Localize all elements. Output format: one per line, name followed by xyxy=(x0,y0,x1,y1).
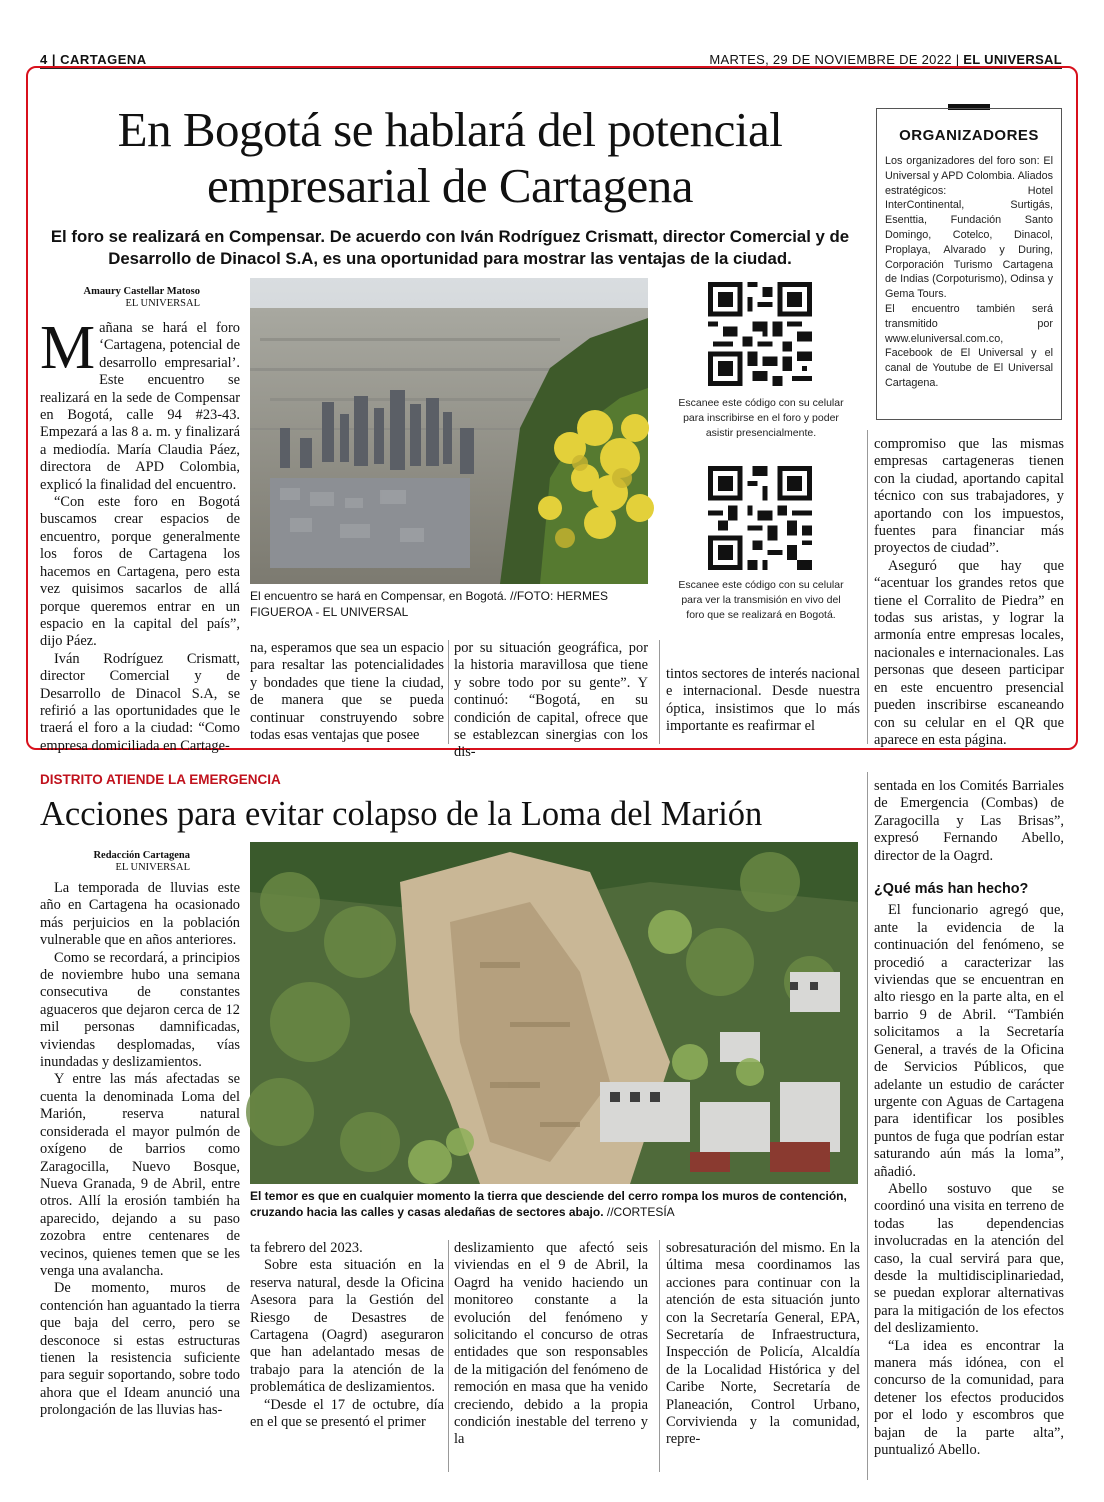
sidebar-body xyxy=(877,144,1061,391)
article1-column-4: tintos sectores de interés nacional e internacional. Desde nuestra óptica, insistimos que lo más importante es reafirmar el xyxy=(666,666,860,735)
qr-code-register-icon[interactable] xyxy=(708,282,812,386)
sidebar-para-2: El encuentro también será transmitido por www.eluniversal.com.co, Facebook de El Universal y el canal de Youtube de El Universal Cartagena. xyxy=(885,302,1053,389)
landslide-photo xyxy=(250,842,858,1184)
article1-column-2: na, esperamos que sea un espacio para resaltar las potencialidades y bondades que tiene la ciudad, de manera que se pueda continuar construyendo sobre todas esas ventajas que posee xyxy=(250,640,444,744)
page-number: 4 xyxy=(40,52,48,67)
sidebar-title: ORGANIZADORES xyxy=(899,127,1039,144)
article1-headline: En Bogotá se hablará del potencial empresarial de Cartagena xyxy=(117,102,783,213)
page-header-left: 4 | CARTAGENA xyxy=(40,52,147,67)
article2-col5-p3: “La idea es encontrar la manera más idónea, con el concurso de la comunidad, para detener los efectos producidos por el lodo y escombros que bajan de la parte alta”, puntualizó Abello. xyxy=(874,1337,1064,1459)
column-rule xyxy=(659,640,660,744)
landslide-photo-caption xyxy=(250,1188,858,1220)
article1-deck: El foro se realizará en Compensar. De acuerdo con Iván Rodríguez Crismatt, director Comercial y de Desarrollo de Dinacol S.A, es una oportunidad para mostrar las ventajas de la ciudad. xyxy=(50,227,850,268)
article1-author-org: EL UNIVERSAL xyxy=(125,298,200,309)
article1-col1-p1: añana se hará el foro ‘Cartagena, potencial de desarrollo empresarial’. Este encuentro se realizará en la sede de Compensar en Bogotá, calle 94 #23-43. Empezará a las 8 a. m. y finalizará a mediodía. María Claudia Páez, directora de APD Colombia, explicó la finalidad del encuentro. xyxy=(40,320,240,493)
bogota-photo-credit: //FOTO: HERMES FIGUEROA - EL UNIVERSAL xyxy=(250,589,608,619)
article1-byline xyxy=(40,286,200,310)
article2-byline xyxy=(40,850,190,874)
qr1-caption: Escanee este código con su celular para inscribirse en el foro y poder asistir presencialmente. xyxy=(678,397,844,439)
sidebar-para-1: Los organizadores del foro son: El Universal y APD Colombia. Aliados estratégicos: Hotel InterContinental, Surtigás, Esenttia, Fundación Santo Domingo, Cotelco, Dinacol, Proplaya, Alvarado y During, Corporación Turismo Cartagena de Indias (Corpoturismo), Odinsa y Gema Tours. xyxy=(885,155,1053,301)
column-rule xyxy=(867,772,868,1480)
article2-headline: Acciones para evitar colapso de la Loma del Marión xyxy=(40,795,763,833)
landslide-photo-credit: //CORTESÍA xyxy=(603,1205,675,1219)
article1-column-1 xyxy=(40,314,240,754)
article2-col1-p2: Como se recordará, a principios de noviembre hubo una semana consecutiva de constantes aguaceros que dejaron cerca de 12 mil personas damnificadas, viviendas desplomadas, vías inundadas y deslizamientos. xyxy=(40,949,240,1071)
bogota-city-illustration xyxy=(250,278,648,584)
article2-column-5 xyxy=(874,778,1064,1482)
article2-column-3: deslizamiento que afectó seis viviendas en el 9 de Abril, la Oagrd ha venido haciendo un monitoreo constante a la evolución del fenómeno y solicitando el concurso de otras entidades que son responsables de la mitigación del fenómeno de remoción en masa que ha venido creciendo, debido a la propia condición inestable del terreno y la xyxy=(454,1240,648,1448)
article1-col1-p2: “Con este foro en Bogotá buscamos crear espacios de encuentro, porque generalmente los foros de Cartagena los hacemos en Cartagena, pero esta vez quisimos sacarlos de allá porque queremos entrar en un espacio en la capital del país”, dijo Páez. xyxy=(40,494,240,650)
bogota-photo-caption xyxy=(250,588,648,620)
bogota-photo xyxy=(250,278,648,584)
article2-col1-p4: De momento, muros de contención han aguantado la tierra que baja del cerro, pero se desconoce si estas estructuras tienen la resistencia suficiente para seguir soportando, sobre todo ahora que el Ideam anunció una prolongación de las lluvias has- xyxy=(40,1280,240,1419)
article1-col5-p1: compromiso que las mismas empresas cartageneras tienen con la ciudad, aportando capital técnico con sus trabajadores, y aportando con los impuestos, fuentes para financiar más proyectos de ciudad”. xyxy=(874,436,1064,557)
issue-date: MARTES, 29 DE NOVIEMBRE DE 2022 xyxy=(709,52,952,67)
article2-col5-top: sentada en los Comités Barriales de Emergencia (Combas) de Zaragocilla y Las Brisas”, expresó Fernando Abello, director de la Oagrd. xyxy=(874,778,1064,864)
qr2-caption: Escanee este código con su celular para ver la transmisión en vivo del foro que se realizará en Bogotá. xyxy=(678,579,844,621)
article2-subhead: ¿Qué más han hecho? xyxy=(874,881,1029,898)
bogota-caption-text: El encuentro se hará en Compensar, en Bogotá. xyxy=(250,589,507,603)
landslide-caption-text: El temor es que en cualquier momento la tierra que desciende del cerro rompa los muros de contención, cruzando hacia las calles y casas aledañas de sectores abajo. xyxy=(250,1189,847,1219)
column-rule xyxy=(659,1240,660,1472)
column-rule xyxy=(448,640,449,744)
section-name: CARTAGENA xyxy=(60,52,147,67)
article1-col5-p2: Aseguró que hay que “acentuar los grandes retos que tiene el Corralito de Piedra” en todas sus aristas, y lograr la armonía entre empresas locales, nacionales e internacionales. Las personas que deseen participar en este encuentro presencial pueden inscribirse escaneando con su celular en el QR que aparece en esta página. xyxy=(874,557,1064,748)
article2-col5-p2: Abello sostuvo que se coordinó una visita en terreno de todas las dependencias involucradas en la atención del caso, la cual servirá para que, desde la multidisciplinariedad, se puedan explorar alternativas para la mitigación de los efectos del deslizamiento. xyxy=(874,1180,1064,1337)
article1-author: Amaury Castellar Matoso xyxy=(83,286,200,297)
article1-column-5 xyxy=(874,436,1064,749)
article2-column-4: sobresaturación del mismo. En la última mesa coordinamos las acciones para continuar con la atención de esta situación junto con la Secretaría General, EPA, Secretaría de Infraestructura, Inspección de Policía, Alcaldía de la Localidad Histórica y del Caribe Norte, Secretaría de Planeación, Control Urbano, Corvivienda y la comunidad, repre- xyxy=(666,1240,860,1448)
article2-col2-p2: Sobre esta situación en la reserva natural, desde la Oficina Asesora para la Gestión del Riesgo de Desastres de Cartagena (Oagrd) aseguraron que han adelantado mesas de trabajo para la atención de la problemática de deslizamientos. xyxy=(250,1257,444,1396)
article1-dropcap: M xyxy=(40,314,96,382)
article2-kicker: DISTRITO ATIENDE LA EMERGENCIA xyxy=(40,772,281,787)
article2-column-2 xyxy=(250,1240,444,1431)
column-rule xyxy=(867,430,868,744)
article2-col5-p1: El funcionario agregó que, ante la evidencia de la continuación del fenómeno, se procedió a caracterizar las viviendas que se encuentran en alto riesgo en la parte alta, en el barrio 9 de Abril. “También solicitamos a la Secretaría General, a través de la Oficina de Servicios Públicos, que adelante un estudio de carácter urgente con Aguas de Cartagena para identificar los posibles puntos de fuga que podrían estar saturando aún más la loma”, añadió. xyxy=(874,902,1064,1180)
article2-col2-p3: “Desde el 17 de octubre, día en el que se presentó el primer xyxy=(250,1396,444,1431)
newspaper-name: EL UNIVERSAL xyxy=(963,52,1062,67)
article2-col2-p1: ta febrero del 2023. xyxy=(250,1240,363,1256)
article1-column-3: por su situación geográfica, por la historia maravillosa que tiene y sobre todo por su gente”. Y continuó: “Bogotá, en su condición de capital, ofrece que se establezcan sinergias con los dis- xyxy=(454,640,648,761)
loma-marion-illustration xyxy=(250,842,858,1184)
article1-col1-p3: Iván Rodríguez Crismatt, director Comercial y de Desarrollo de Dinacol S.A, se refirió a las oportunidades que le traerá el foro a la ciudad: “Como empresa domiciliada en Cartage- xyxy=(40,650,240,754)
article2-author: Redacción Cartagena xyxy=(93,850,190,861)
article2-author-org: EL UNIVERSAL xyxy=(115,862,190,873)
organizers-sidebar xyxy=(876,108,1062,420)
article2-col1-p1: La temporada de lluvias este año en Cartagena ha ocasionado más perjuicios en la población vulnerable que en años anteriores. xyxy=(40,880,240,949)
qr-code-livestream-icon[interactable] xyxy=(708,466,812,570)
page-header-right: MARTES, 29 DE NOVIEMBRE DE 2022 | EL UNIVERSAL xyxy=(709,52,1062,67)
article2-column-1 xyxy=(40,880,240,1464)
article2-col1-p3: Y entre las más afectadas se cuenta la denominada Loma del Marión, reserva natural considerada el mayor pulmón de oxígeno de barrios como Zaragocilla, Nuevo Bosque, Nueva Granada, 9 de Abril, entre otros. Allí la erosión también ha aparecido, dejando a su paso zozobra entre centenares de vecinos, quienes temen que se les venga una avalancha. xyxy=(40,1071,240,1279)
column-rule xyxy=(448,1240,449,1472)
